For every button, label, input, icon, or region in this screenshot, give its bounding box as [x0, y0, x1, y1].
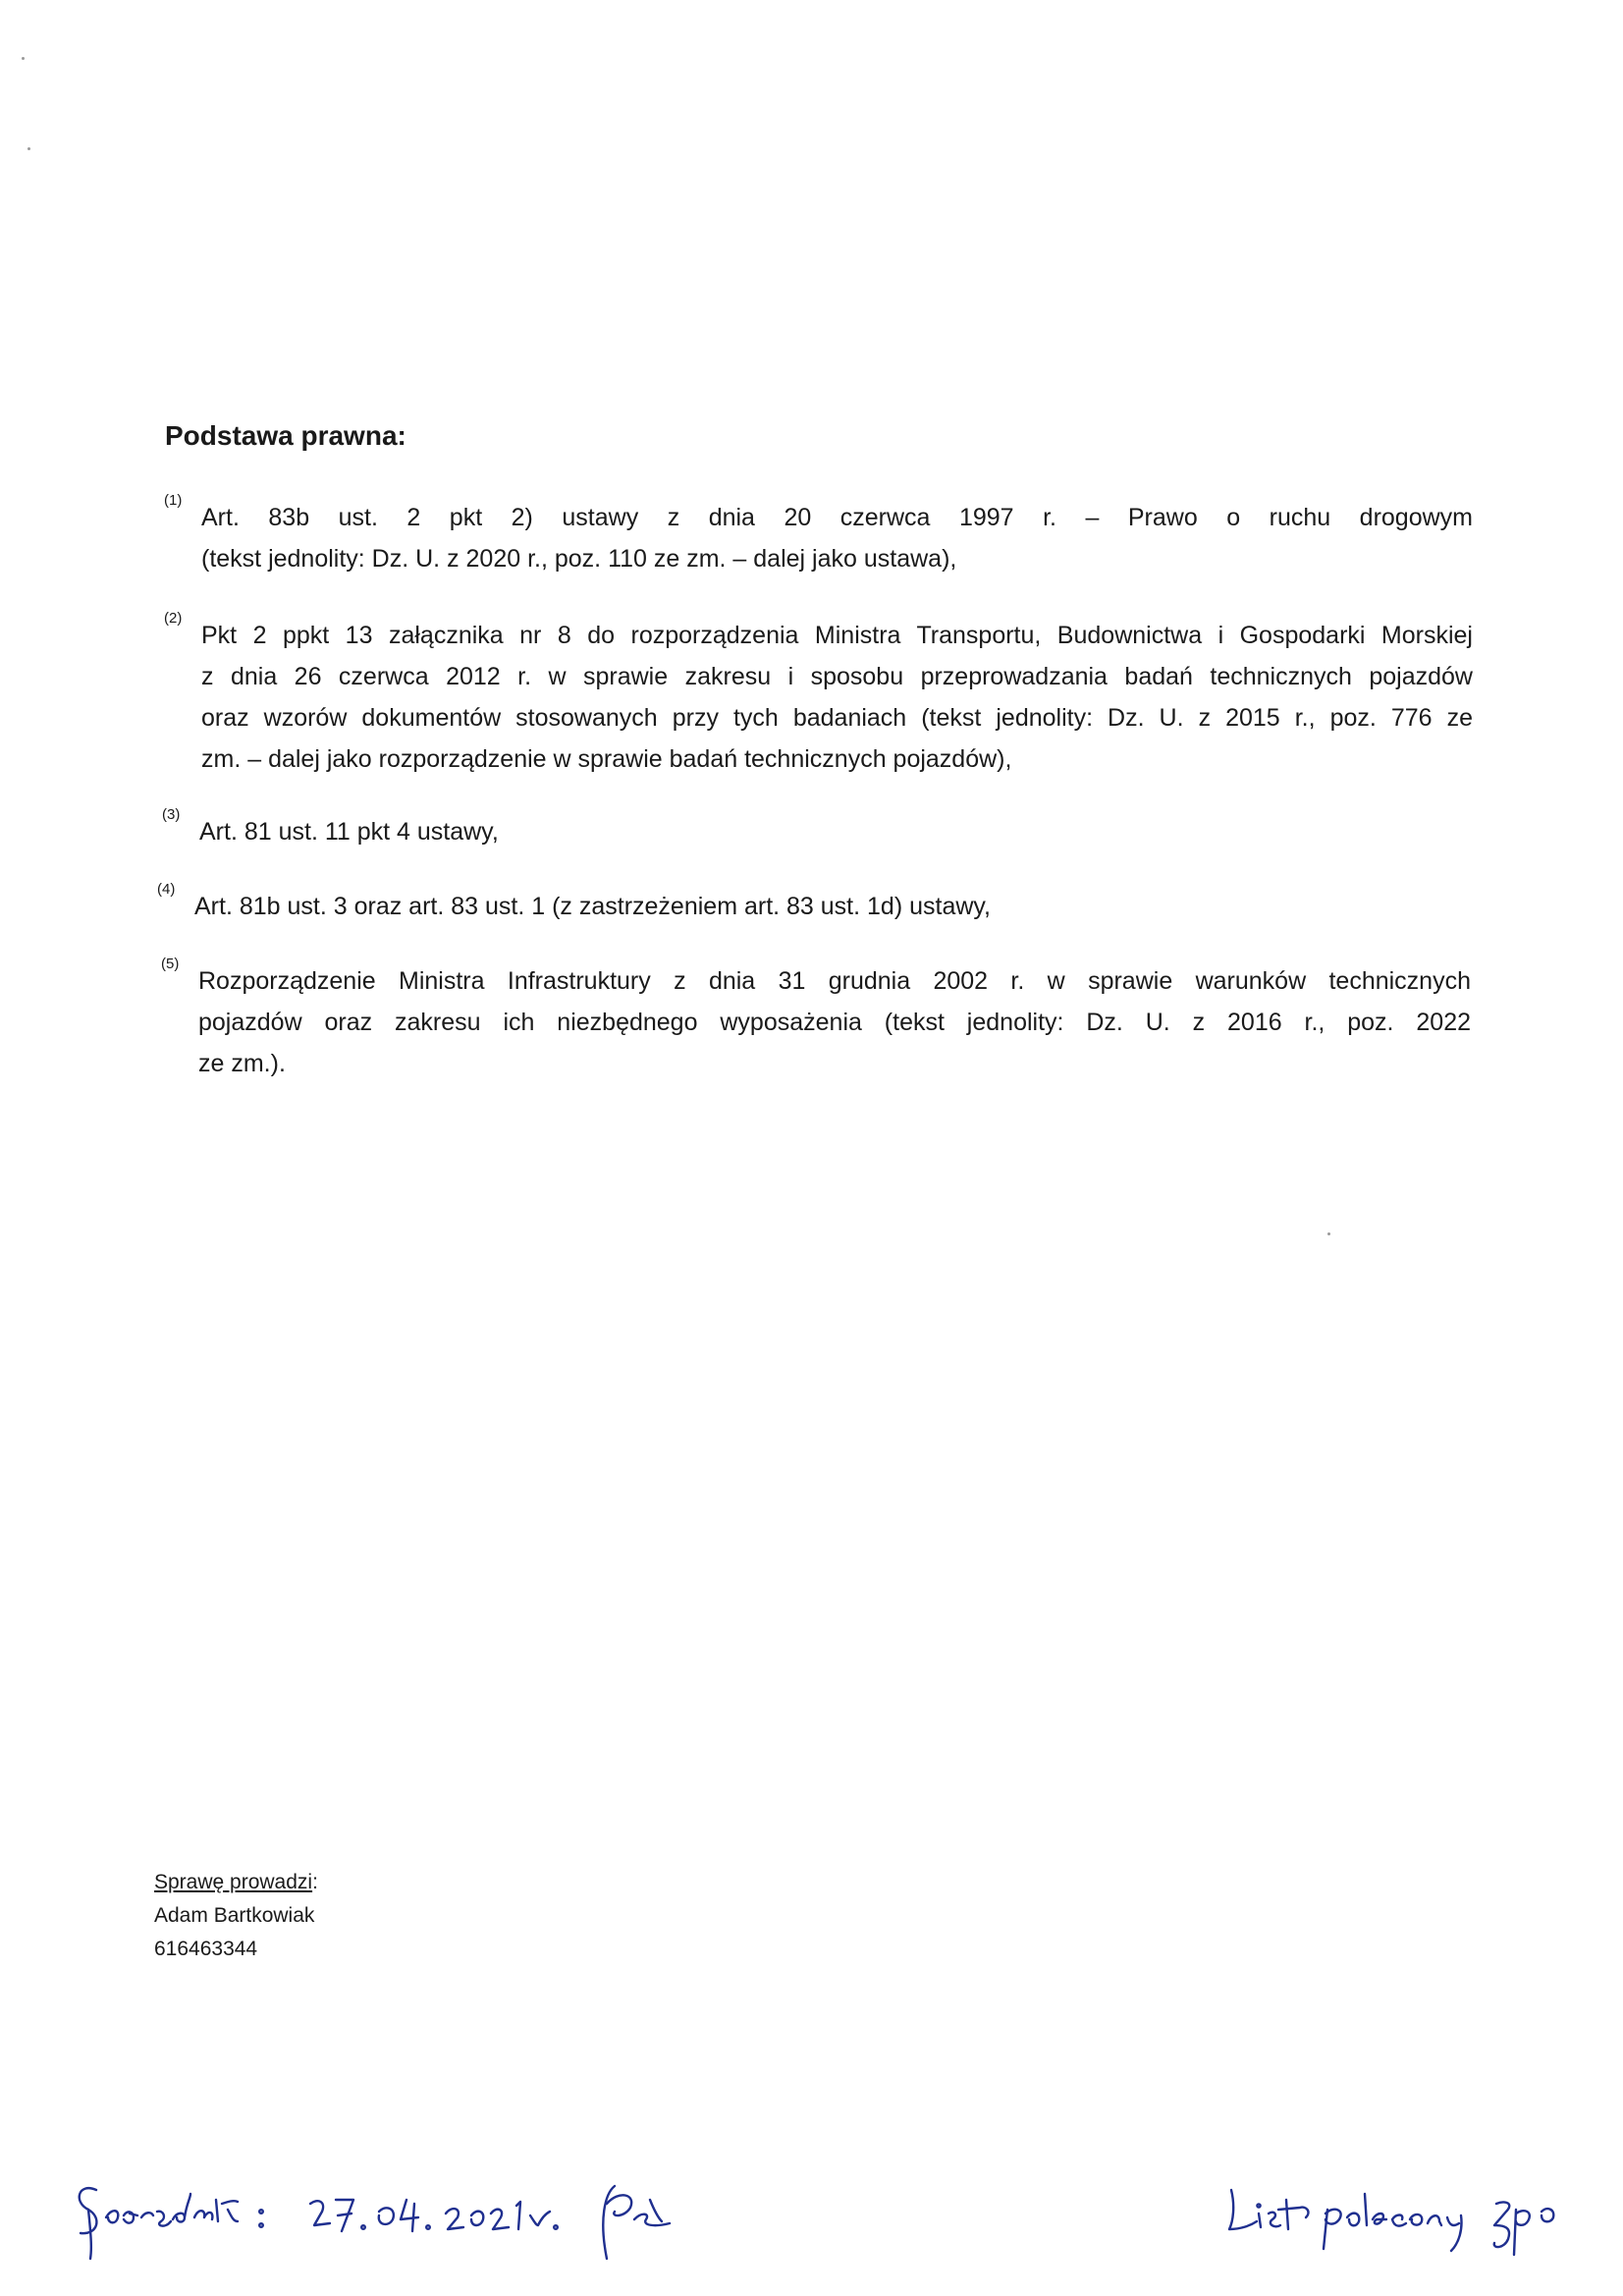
footnote-line: Rozporządzenie Ministra Infrastruktury z dnia 31 grudnia 2002 r. w sprawie warunków technicznych	[198, 967, 1471, 995]
case-handler-colon: :	[312, 1871, 318, 1893]
case-handler-phone: 616463344	[154, 1938, 258, 1960]
footnote-line: oraz wzorów dokumentów stosowanych przy tych badaniach (tekst jednolity: Dz. U. z 2015 r., poz. 776 ze	[201, 704, 1473, 732]
footnote-line: pojazdów oraz zakresu ich niezbędnego wyposażenia (tekst jednolity: Dz. U. z 2016 r., poz. 2022	[198, 1009, 1471, 1036]
footnote-marker: (2)	[164, 610, 183, 627]
footnote-line: Pkt 2 ppkt 13 załącznika nr 8 do rozporządzenia Ministra Transportu, Budownictwa i Gospodarki Morskiej	[201, 622, 1473, 649]
case-handler-name: Adam Bartkowiak	[154, 1904, 315, 1927]
footnote-line: Art. 81 ust. 11 pkt 4 ustawy,	[199, 818, 499, 846]
footnote-line: (tekst jednolity: Dz. U. z 2020 r., poz. 110 ze zm. – dalej jako ustawa),	[201, 545, 957, 573]
legal-basis-heading: Podstawa prawna:	[165, 420, 406, 451]
footnote-5	[161, 956, 1471, 1084]
footnote-line: zm. – dalej jako rozporządzenie w sprawie badań technicznych pojazdów),	[201, 745, 1012, 773]
footnote-4	[157, 881, 1471, 927]
scan-speck	[1327, 1232, 1330, 1235]
case-handler-block	[154, 1866, 318, 1966]
footnote-marker: (4)	[157, 881, 176, 898]
case-handler-label: Sprawę prowadzi	[154, 1871, 313, 1893]
footnote-2	[164, 610, 1473, 780]
footnote-marker: (3)	[162, 806, 181, 823]
footnote-line: Art. 83b ust. 2 pkt 2) ustawy z dnia 20 czerwca 1997 r. – Prawo o ruchu drogowym	[201, 504, 1473, 531]
footnote-line: z dnia 26 czerwca 2012 r. w sprawie zakresu i sposobu przeprowadzania badań technicznych pojazdów	[201, 663, 1473, 690]
footnote-line: Art. 81b ust. 3 oraz art. 83 ust. 1 (z zastrzeżeniem art. 83 ust. 1d) ustawy,	[194, 893, 991, 920]
handwritten-prepared-note	[69, 2160, 677, 2269]
scan-speck	[27, 147, 30, 150]
footnote-1	[164, 492, 1473, 579]
scan-speck	[22, 57, 25, 60]
footnote-marker: (1)	[164, 492, 183, 509]
footnote-3	[162, 806, 1471, 852]
case-handler-label-row	[154, 1866, 318, 1899]
footnote-line: ze zm.).	[198, 1050, 286, 1077]
footnote-marker: (5)	[161, 956, 180, 972]
handwritten-registered-letter-note	[1217, 2170, 1581, 2269]
